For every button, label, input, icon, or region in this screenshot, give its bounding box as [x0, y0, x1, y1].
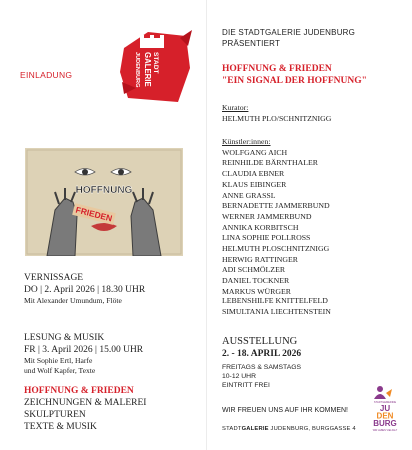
- stadtgemeinde-logo: [368, 383, 402, 433]
- logo-figure-icon: [374, 386, 392, 399]
- exhibition-title-line-2: "EIN SIGNAL DER HOFFNUNG": [222, 76, 367, 86]
- groups-block: [222, 296, 331, 317]
- footer-stadt: STADT: [222, 426, 242, 432]
- exhibition-title: [222, 63, 367, 87]
- artist-item: ANNIKA KORBITSCH: [222, 222, 299, 232]
- presenter-line-1: DIE STADTGALERIE JUDENBURG: [222, 28, 356, 37]
- artist-item: ANNE GRASSL: [222, 190, 276, 200]
- opening-days: FREITAGS & SAMSTAGS: [222, 364, 302, 371]
- invitation-label: EINLADUNG: [20, 70, 73, 80]
- footer-address: [222, 426, 356, 432]
- closing-message: WIR FREUEN UNS AUF IHR KOMMEN!: [222, 407, 349, 414]
- lesung-date: FR | 3. April 2026 | 15.00 UHR: [24, 345, 144, 355]
- group-item: SIMULTANIA LIECHTENSTEIN: [222, 306, 331, 316]
- artist-item: HELMUTH PLOSCHNITZNIGG: [222, 244, 330, 254]
- artists-block: [222, 137, 330, 298]
- stlogo-den: DEN: [376, 411, 394, 421]
- vernissage-date: DO | 2. April 2026 | 18.30 UHR: [24, 285, 146, 295]
- artist-item: LINA SOPHIE POLLROSS: [222, 233, 311, 243]
- exhibition-title-line-1: HOFFNUNG & FRIEDEN: [222, 64, 332, 74]
- group-item: LEBENSHILFE KNITTELFELD: [222, 296, 328, 305]
- vernissage-block: [24, 272, 145, 306]
- stlogo-bottom: WIR LEBEN VIELFALT: [372, 429, 398, 432]
- artist-item: HERWIG RATTINGER: [222, 254, 299, 264]
- program-line-1: ZEICHNUNGEN & MALEREI: [24, 398, 147, 408]
- stlogo-burg: BURG: [373, 419, 397, 428]
- presenter-line-2: PRÄSENTIERT: [222, 38, 281, 48]
- program-title: HOFFNUNG & FRIEDEN: [24, 386, 134, 396]
- artwork-word-hoffnung: HOFFNUNG: [75, 185, 133, 196]
- artist-item: DANIEL TOCKNER: [222, 276, 290, 286]
- lesung-heading: LESUNG & MUSIK: [24, 333, 105, 343]
- program-line-2: SKULPTUREN: [24, 410, 86, 420]
- vernissage-guest: Mit Alexander Umundum, Flöte: [24, 296, 122, 305]
- entry-info: EINTRITT FREI: [222, 381, 270, 389]
- stlogo-top: STADTGEMEINDE: [373, 401, 397, 404]
- artists-label: Künstler:innen:: [222, 137, 271, 146]
- artist-item: WOLFGANG AICH: [222, 147, 288, 157]
- curator-label: Kurator:: [222, 103, 249, 112]
- curator-name: HELMUTH PLO/SCHNITZNIGG: [222, 113, 332, 123]
- stlogo-ju: JU: [379, 404, 391, 413]
- artist-item: KLAUS EIBINGER: [222, 179, 287, 189]
- artist-item: ADI SCHMÖLZER: [222, 265, 286, 275]
- artist-item: MARKUS WÜRGER: [222, 286, 291, 296]
- vernissage-heading: VERNISSAGE: [24, 273, 84, 283]
- opening-hours: 10-12 UHR: [222, 372, 256, 380]
- footer-galerie: GALERIE: [241, 426, 269, 432]
- logo-text-galerie: GALERIE: [143, 52, 152, 87]
- logo-text-judenburg: JUDENBURG: [134, 52, 140, 88]
- lesung-block: [24, 332, 143, 376]
- exhibition-dates: 2. - 18. APRIL 2026: [222, 349, 302, 359]
- footer-rest: JUDENBURG, BURGGASSE 4: [268, 426, 356, 432]
- logo-text-stadt: STADT: [152, 52, 159, 74]
- artist-item: REINHILDE BÄRNTHALER: [222, 158, 318, 168]
- artwork-image: [25, 148, 183, 256]
- lesung-guest-2: und Wolf Kapfer, Texte: [24, 366, 96, 375]
- program-line-3: TEXTE & MUSIK: [24, 422, 97, 432]
- exhibition-heading: AUSSTELLUNG: [222, 336, 298, 347]
- artist-item: CLAUDIA EBNER: [222, 169, 285, 179]
- artist-item: WERNER JAMMERBUND: [222, 211, 312, 221]
- curator-block: [222, 103, 331, 124]
- stadtgalerie-logo: [118, 28, 192, 106]
- column-divider: [206, 0, 207, 450]
- exhibition-info: [222, 335, 301, 390]
- presenter-block: [222, 28, 355, 49]
- artist-item: BERNADETTE JAMMERBUND: [222, 201, 330, 211]
- logo-castle-icon: [140, 35, 164, 48]
- program-block: [24, 385, 146, 433]
- lesung-guest-1: Mit Sophie Ertl, Harfe: [24, 356, 93, 365]
- artwork-word-frieden: FRIEDEN: [74, 204, 114, 224]
